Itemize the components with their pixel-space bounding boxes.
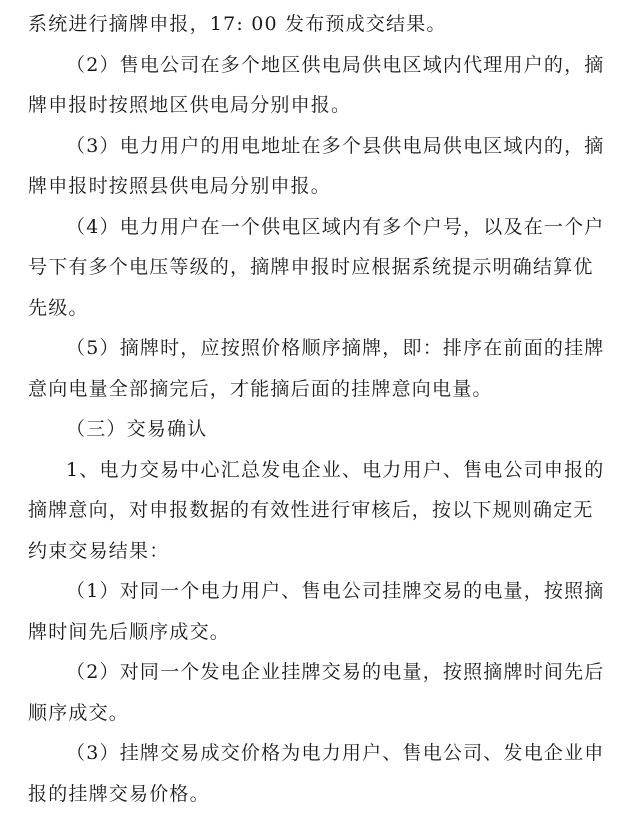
text-line: 1、电力交易中心汇总发电企业、电力用户、售电公司申报的 (66, 458, 605, 481)
paragraph-rule-1-sub-1 (28, 571, 612, 652)
paragraph-item-2 (28, 45, 612, 126)
text-line: 牌申报时按照地区供电局分别申报。 (28, 94, 352, 116)
paragraph-rule-1 (28, 450, 612, 572)
text-line: （1）对同一个电力用户、售电公司挂牌交易的电量，按照摘 (66, 580, 605, 602)
text-line: 牌时间先后顺序成交。 (28, 620, 231, 643)
text-line: （4）电力用户在一个供电区域内有多个户号，以及在一个户 (66, 215, 605, 238)
text-line: 牌申报时按照县供电局分别申报。 (28, 175, 332, 197)
text-line: 系统进行摘牌申报，17: 00 发布预成交结果。 (28, 13, 447, 35)
text-line: 意向电量全部摘完后，才能摘后面的挂牌意向电量。 (28, 377, 493, 400)
text-line: 摘牌意向，对申报数据的有效性进行审核后，按以下规则确定无 (28, 499, 594, 521)
text-line: 顺序成交。 (28, 701, 130, 724)
paragraph-rule-1-sub-2 (28, 652, 612, 733)
text-line: （2）售电公司在多个地区供电局供电区域内代理用户的，摘 (66, 53, 605, 76)
text-line: （三）交易确认 (66, 418, 208, 440)
text-line: （3）挂牌交易成交价格为电力用户、售电公司、发电企业申 (66, 742, 605, 764)
text-line: （3）电力用户的用电地址在多个县供电局供电区域内的，摘 (66, 134, 605, 157)
paragraph-item-5 (28, 328, 612, 409)
text-line: 先级。 (28, 296, 89, 319)
paragraph-continuation (28, 4, 612, 45)
paragraph-item-4 (28, 207, 612, 329)
section-heading-trade-confirmation (28, 409, 612, 450)
text-line: 报的挂牌交易价格。 (28, 782, 210, 805)
text-line: 约束交易结果： (28, 539, 170, 562)
text-line: 号下有多个电压等级的，摘牌申报时应根据系统提示明确结算优 (28, 256, 594, 278)
text-line: （5）摘牌时，应按照价格顺序摘牌，即：排序在前面的挂牌 (66, 337, 605, 359)
text-line: （2）对同一个发电企业挂牌交易的电量，按照摘牌时间先后 (66, 661, 605, 683)
paragraph-rule-1-sub-3 (28, 733, 612, 814)
paragraph-item-3 (28, 126, 612, 207)
